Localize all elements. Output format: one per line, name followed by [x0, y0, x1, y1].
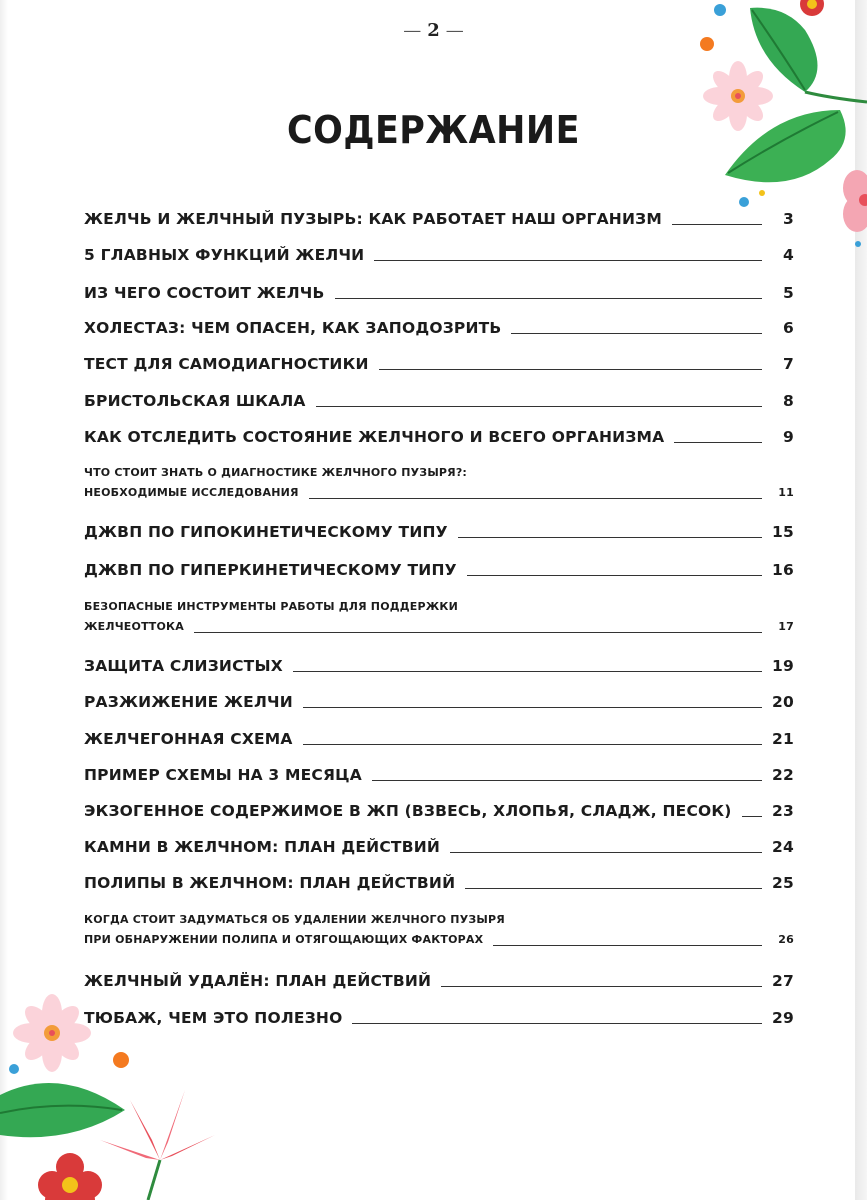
toc-entry-row	[84, 729, 794, 749]
toc-entry-row	[84, 427, 794, 447]
toc-entry-title: ЭКЗОГЕННОЕ СОДЕРЖИМОЕ В ЖП (ВЗВЕСЬ, ХЛОПЬЯ, СЛАДЖ, ПЕСОК)	[84, 802, 732, 820]
toc-page-number: 19	[772, 657, 794, 675]
toc-entry-row	[84, 930, 794, 950]
toc-entry-row	[84, 522, 794, 542]
toc-entry-title: НЕОБХОДИМЫЕ ИССЛЕДОВАНИЯ	[84, 486, 299, 499]
toc-entry-title: ЖЕЛЧНЫЙ УДАЛЁН: ПЛАН ДЕЙСТВИЙ	[84, 972, 432, 990]
toc-entry[interactable]	[84, 318, 794, 338]
toc-leader-line	[511, 333, 762, 334]
toc-entry-row	[84, 245, 794, 265]
toc-entry-row	[84, 483, 794, 503]
toc-entry-row	[84, 873, 794, 893]
toc-leader-line	[379, 369, 762, 370]
toc-entry[interactable]	[84, 692, 794, 712]
toc-entry-title: ХОЛЕСТАЗ: ЧЕМ ОПАСЕН, КАК ЗАПОДОЗРИТЬ	[84, 319, 502, 337]
toc-entry[interactable]	[84, 209, 794, 229]
toc-leader-line	[374, 260, 762, 261]
toc-entry-title: ДЖВП ПО ГИПОКИНЕТИЧЕСКОМУ ТИПУ	[84, 523, 448, 541]
toc-entry[interactable]	[84, 765, 794, 785]
toc-leader-line	[672, 224, 762, 225]
toc-entry-row	[84, 971, 794, 991]
toc-leader-line	[303, 707, 762, 708]
toc-entry-row	[84, 692, 794, 712]
toc-page-number: 15	[772, 523, 794, 541]
toc-entry-title: ТЕСТ ДЛЯ САМОДИАГНОСТИКИ	[84, 355, 369, 373]
toc-entry-row	[84, 354, 794, 374]
toc-entry[interactable]	[84, 597, 794, 637]
toc-page-number: 25	[772, 874, 794, 892]
toc-entry-row	[84, 1008, 794, 1028]
toc-entry-title: 5 ГЛАВНЫХ ФУНКЦИЙ ЖЕЛЧИ	[84, 246, 365, 264]
toc-leader-line	[316, 406, 762, 407]
toc-page-number: 22	[772, 766, 794, 784]
toc-entry-title: РАЗЖИЖЕНИЕ ЖЕЛЧИ	[84, 693, 293, 711]
toc-page-number: 8	[783, 392, 794, 410]
toc-entry[interactable]	[84, 463, 794, 503]
toc-entry-row	[84, 560, 794, 580]
toc-leader-line	[441, 986, 762, 987]
toc-entry-row	[84, 765, 794, 785]
toc-page-number: 7	[783, 355, 794, 373]
toc-entry[interactable]	[84, 910, 794, 950]
toc-entry[interactable]	[84, 1008, 794, 1028]
toc-page-number: 16	[772, 561, 794, 579]
dash-left: —	[403, 20, 422, 41]
toc-entry[interactable]	[84, 729, 794, 749]
toc-leader-line	[742, 816, 762, 817]
page-title: СОДЕРЖАНИЕ	[287, 108, 580, 152]
dash-right: —	[445, 20, 464, 41]
toc-entry-row	[84, 656, 794, 676]
toc-entry[interactable]	[84, 391, 794, 411]
toc-leader-line	[372, 780, 762, 781]
toc-leader-line	[335, 298, 762, 299]
toc-entry-title: ЗАЩИТА СЛИЗИСТЫХ	[84, 657, 283, 675]
toc-leader-line	[493, 945, 762, 946]
toc-entry-row	[84, 617, 794, 637]
toc-leader-line	[309, 498, 762, 499]
toc-leader-line	[303, 744, 762, 745]
toc-page-number: 20	[772, 693, 794, 711]
toc-entry[interactable]	[84, 522, 794, 542]
toc-page-number: 23	[772, 802, 794, 820]
toc-page-number: 27	[772, 972, 794, 990]
toc-leader-line	[458, 537, 762, 538]
page-number-value: 2	[427, 20, 440, 41]
toc-entry-title: ДЖВП ПО ГИПЕРКИНЕТИЧЕСКОМУ ТИПУ	[84, 561, 457, 579]
toc-page-number: 9	[783, 428, 794, 446]
toc-entry[interactable]	[84, 873, 794, 893]
toc-entry-row	[84, 391, 794, 411]
toc-page-number: 26	[778, 933, 794, 946]
toc-leader-line	[467, 575, 762, 576]
toc-page-number: 24	[772, 838, 794, 856]
toc-page-number: 4	[783, 246, 794, 264]
toc-leader-line	[450, 852, 762, 853]
toc-entry-title: ИЗ ЧЕГО СОСТОИТ ЖЕЛЧЬ	[84, 284, 325, 302]
toc-entry-title: БРИСТОЛЬСКАЯ ШКАЛА	[84, 392, 306, 410]
toc-page-number: 29	[772, 1009, 794, 1027]
toc-entry-title: КАК ОТСЛЕДИТЬ СОСТОЯНИЕ ЖЕЛЧНОГО И ВСЕГО ОРГАНИЗМА	[84, 428, 665, 446]
toc-entry-title: ПРИ ОБНАРУЖЕНИИ ПОЛИПА И ОТЯГОЩАЮЩИХ ФАКТОРАХ	[84, 933, 484, 946]
toc-entry-row	[84, 283, 794, 303]
toc-entry-row	[84, 801, 794, 821]
toc-leader-line	[352, 1023, 762, 1024]
toc-page-number: 3	[783, 210, 794, 228]
toc-entry[interactable]	[84, 245, 794, 265]
toc-leader-line	[293, 671, 762, 672]
toc-leader-line	[674, 442, 762, 443]
toc-entry-title: ПРИМЕР СХЕМЫ НА 3 МЕСЯЦА	[84, 766, 362, 784]
toc-entry[interactable]	[84, 656, 794, 676]
toc-entry-title: ПОЛИПЫ В ЖЕЛЧНОМ: ПЛАН ДЕЙСТВИЙ	[84, 874, 456, 892]
toc-entry-title: ЖЕЛЧЬ И ЖЕЛЧНЫЙ ПУЗЫРЬ: КАК РАБОТАЕТ НАШ ОРГАНИЗМ	[84, 210, 662, 228]
toc-entry-title: ЖЕЛЧЕОТТОКА	[84, 620, 184, 633]
toc-entry[interactable]	[84, 283, 794, 303]
toc-page-number: 17	[778, 620, 794, 633]
toc-entry-title-line: ЧТО СТОИТ ЗНАТЬ О ДИАГНОСТИКЕ ЖЕЛЧНОГО ПУЗЫРЯ?:	[84, 466, 468, 479]
toc-entry[interactable]	[84, 560, 794, 580]
toc-entry-title: КАМНИ В ЖЕЛЧНОМ: ПЛАН ДЕЙСТВИЙ	[84, 838, 441, 856]
toc-entry-row	[84, 318, 794, 338]
toc-entry-row	[84, 837, 794, 857]
toc-entry-title: ЖЕЛЧЕГОННАЯ СХЕМА	[84, 730, 293, 748]
toc-entry-title-line: БЕЗОПАСНЫЕ ИНСТРУМЕНТЫ РАБОТЫ ДЛЯ ПОДДЕРЖКИ	[84, 600, 458, 613]
toc-leader-line	[194, 632, 762, 633]
toc-leader-line	[465, 888, 762, 889]
toc-entry-title: ТЮБАЖ, ЧЕМ ЭТО ПОЛЕЗНО	[84, 1009, 343, 1027]
toc-page-number: 21	[772, 730, 794, 748]
toc-entry[interactable]	[84, 801, 794, 821]
toc-entry[interactable]	[84, 971, 794, 991]
toc-entry[interactable]	[84, 837, 794, 857]
toc-page-number: 5	[783, 284, 794, 302]
toc-entry-title-line: КОГДА СТОИТ ЗАДУМАТЬСЯ ОБ УДАЛЕНИИ ЖЕЛЧНОГО ПУЗЫРЯ	[84, 913, 505, 926]
toc-page-number: 11	[778, 486, 794, 499]
toc-entry-row	[84, 209, 794, 229]
toc-entry[interactable]	[84, 427, 794, 447]
toc-entry[interactable]	[84, 354, 794, 374]
toc-page-number: 6	[783, 319, 794, 337]
